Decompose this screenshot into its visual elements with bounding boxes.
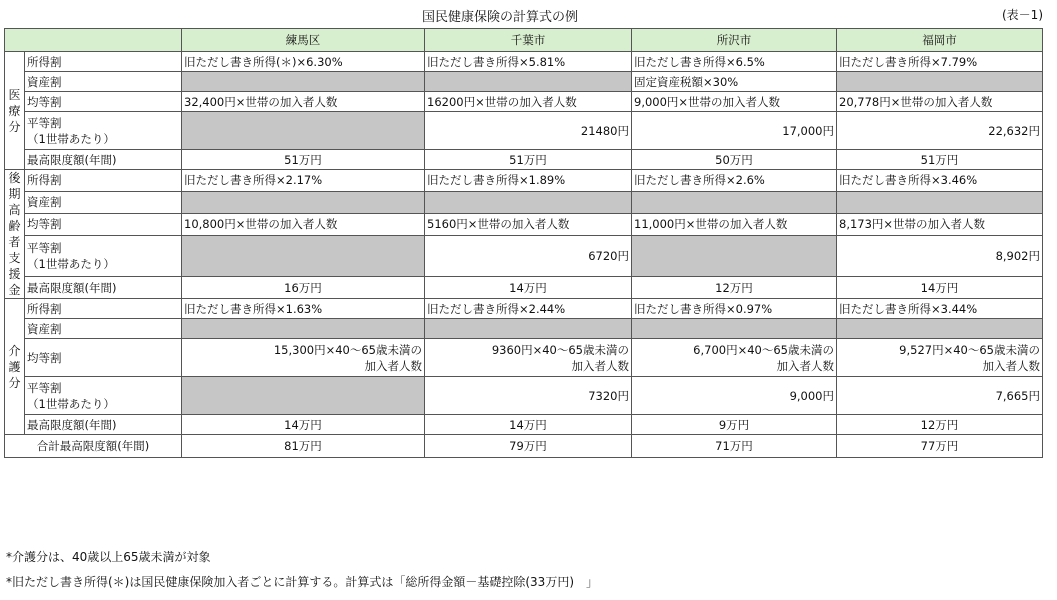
- table-row: [5, 319, 1043, 339]
- value-cell: 9,527円×40～65歳未満の 加入者人数: [837, 339, 1043, 377]
- row-label: [25, 235, 182, 277]
- empty-cell: [837, 191, 1043, 213]
- table-number: (表－1): [1002, 8, 1043, 22]
- empty-cell: [182, 112, 425, 150]
- row-label: [25, 339, 182, 377]
- value-cell: 旧ただし書き所得×6.5%: [632, 52, 837, 72]
- value-cell: 6,700円×40～65歳未満の 加入者人数: [632, 339, 837, 377]
- value-cell: 14万円: [837, 277, 1043, 299]
- section-label: 医 療 分: [5, 52, 25, 170]
- total-value-cell: 77万円: [837, 435, 1043, 458]
- value-cell: 16万円: [182, 277, 425, 299]
- table-row: [5, 377, 1043, 415]
- total-row: [5, 435, 1043, 458]
- row-label: [25, 170, 182, 192]
- row-label-name: 所得割: [27, 173, 62, 188]
- value-cell: 旧ただし書き所得×3.44%: [837, 299, 1043, 319]
- value-cell: 8,902円: [837, 235, 1043, 277]
- column-header: 所沢市: [632, 29, 837, 52]
- row-label-name: 最高限度額(年間): [27, 417, 117, 432]
- row-label-name: 所得割: [27, 301, 62, 316]
- value-cell: 旧ただし書き所得×1.63%: [182, 299, 425, 319]
- row-label: [25, 213, 182, 235]
- value-cell: 旧ただし書き所得×2.6%: [632, 170, 837, 192]
- row-label-name: 所得割: [27, 54, 62, 69]
- value-cell: 9万円: [632, 415, 837, 435]
- value-cell: 旧ただし書き所得×7.79%: [837, 52, 1043, 72]
- row-label-name: 平等割: [27, 240, 62, 255]
- empty-cell: [632, 319, 837, 339]
- empty-cell: [837, 72, 1043, 92]
- value-cell: 旧ただし書き所得×1.89%: [425, 170, 632, 192]
- table-row: [5, 150, 1043, 170]
- value-cell: 50万円: [632, 150, 837, 170]
- empty-cell: [182, 319, 425, 339]
- table-row: [5, 277, 1043, 299]
- header-corner: [5, 29, 182, 52]
- table-row: [5, 415, 1043, 435]
- value-cell: 9,000円×世帯の加入者人数: [632, 92, 837, 112]
- value-cell: 14万円: [182, 415, 425, 435]
- empty-cell: [837, 319, 1043, 339]
- column-header: 千葉市: [425, 29, 632, 52]
- row-label-sub: （1世帯あたり）: [27, 396, 115, 411]
- column-header: 福岡市: [837, 29, 1043, 52]
- row-label: [25, 319, 182, 339]
- row-label: [25, 72, 182, 92]
- row-label-name: 均等割: [27, 350, 62, 365]
- total-value-cell: 71万円: [632, 435, 837, 458]
- document-title: 国民健康保険の計算式の例: [421, 10, 578, 25]
- table-row: [5, 235, 1043, 277]
- row-label: [25, 415, 182, 435]
- empty-cell: [425, 319, 632, 339]
- empty-cell: [425, 72, 632, 92]
- row-label: [25, 277, 182, 299]
- row-label-name: 平等割: [27, 380, 62, 395]
- value-cell: 旧ただし書き所得×5.81%: [425, 52, 632, 72]
- value-cell: 8,173円×世帯の加入者人数: [837, 213, 1043, 235]
- table-row: [5, 92, 1043, 112]
- header-row: [5, 29, 1043, 52]
- row-label-name: 資産割: [27, 321, 62, 336]
- table-row: [5, 213, 1043, 235]
- value-cell: 14万円: [425, 277, 632, 299]
- row-label-sub: （1世帯あたり）: [27, 256, 115, 271]
- row-label: [25, 191, 182, 213]
- value-cell: 6720円: [425, 235, 632, 277]
- empty-cell: [182, 191, 425, 213]
- value-cell: 7,665円: [837, 377, 1043, 415]
- value-cell: 旧ただし書き所得×2.17%: [182, 170, 425, 192]
- insurance-calculation-table: [4, 28, 1043, 458]
- value-cell: 16200円×世帯の加入者人数: [425, 92, 632, 112]
- value-cell: 5160円×世帯の加入者人数: [425, 213, 632, 235]
- value-cell: 51万円: [425, 150, 632, 170]
- value-cell: 9,000円: [632, 377, 837, 415]
- table-row: [5, 72, 1043, 92]
- value-cell: 21480円: [425, 112, 632, 150]
- value-cell: 旧ただし書き所得×3.46%: [837, 170, 1043, 192]
- table-row: [5, 112, 1043, 150]
- row-label: [25, 52, 182, 72]
- value-cell: 14万円: [425, 415, 632, 435]
- row-label: [25, 150, 182, 170]
- value-cell: 51万円: [837, 150, 1043, 170]
- row-label-name: 資産割: [27, 195, 62, 210]
- table-row: [5, 52, 1043, 72]
- empty-cell: [182, 72, 425, 92]
- value-cell: 旧ただし書き所得×2.44%: [425, 299, 632, 319]
- empty-cell: [425, 191, 632, 213]
- value-cell: 22,632円: [837, 112, 1043, 150]
- total-value-cell: 81万円: [182, 435, 425, 458]
- value-cell: 20,778円×世帯の加入者人数: [837, 92, 1043, 112]
- empty-cell: [632, 235, 837, 277]
- empty-cell: [632, 191, 837, 213]
- table-row: [5, 299, 1043, 319]
- table-row: [5, 170, 1043, 192]
- row-label: [25, 112, 182, 150]
- note-income: *旧ただし書き所得(＊)は国民健康保険加入者ごとに計算する。計算式は「総所得金額－基礎控除(33万円) 」: [6, 575, 599, 589]
- value-cell: 17,000円: [632, 112, 837, 150]
- value-cell: 9360円×40～65歳未満の 加入者人数: [425, 339, 632, 377]
- total-label: 合計最高限度額(年間): [5, 435, 182, 458]
- value-cell: 旧ただし書き所得×0.97%: [632, 299, 837, 319]
- value-cell: 12万円: [632, 277, 837, 299]
- table-row: [5, 339, 1043, 377]
- row-label-name: 資産割: [27, 74, 62, 89]
- row-label-name: 最高限度額(年間): [27, 280, 117, 295]
- row-label: [25, 92, 182, 112]
- row-label-sub: （1世帯あたり）: [27, 131, 115, 146]
- table-row: [5, 191, 1043, 213]
- value-cell: 32,400円×世帯の加入者人数: [182, 92, 425, 112]
- section-label: 後 期 高 齢 者 支 援 金: [5, 170, 25, 299]
- total-value-cell: 79万円: [425, 435, 632, 458]
- row-label-name: 均等割: [27, 94, 62, 109]
- row-label: [25, 377, 182, 415]
- row-label-name: 最高限度額(年間): [27, 152, 117, 167]
- value-cell: 10,800円×世帯の加入者人数: [182, 213, 425, 235]
- value-cell: 11,000円×世帯の加入者人数: [632, 213, 837, 235]
- value-cell: 7320円: [425, 377, 632, 415]
- row-label: [25, 299, 182, 319]
- section-label: 介 護 分: [5, 299, 25, 435]
- row-label-name: 平等割: [27, 115, 62, 130]
- value-cell: 旧ただし書き所得(＊)×6.30%: [182, 52, 425, 72]
- row-label-name: 均等割: [27, 217, 62, 232]
- note-care: *介護分は、40歳以上65歳未満が対象: [6, 550, 211, 564]
- empty-cell: [182, 235, 425, 277]
- value-cell: 15,300円×40～65歳未満の 加入者人数: [182, 339, 425, 377]
- empty-cell: [182, 377, 425, 415]
- column-header: 練馬区: [182, 29, 425, 52]
- value-cell: 固定資産税額×30%: [632, 72, 837, 92]
- value-cell: 51万円: [182, 150, 425, 170]
- value-cell: 12万円: [837, 415, 1043, 435]
